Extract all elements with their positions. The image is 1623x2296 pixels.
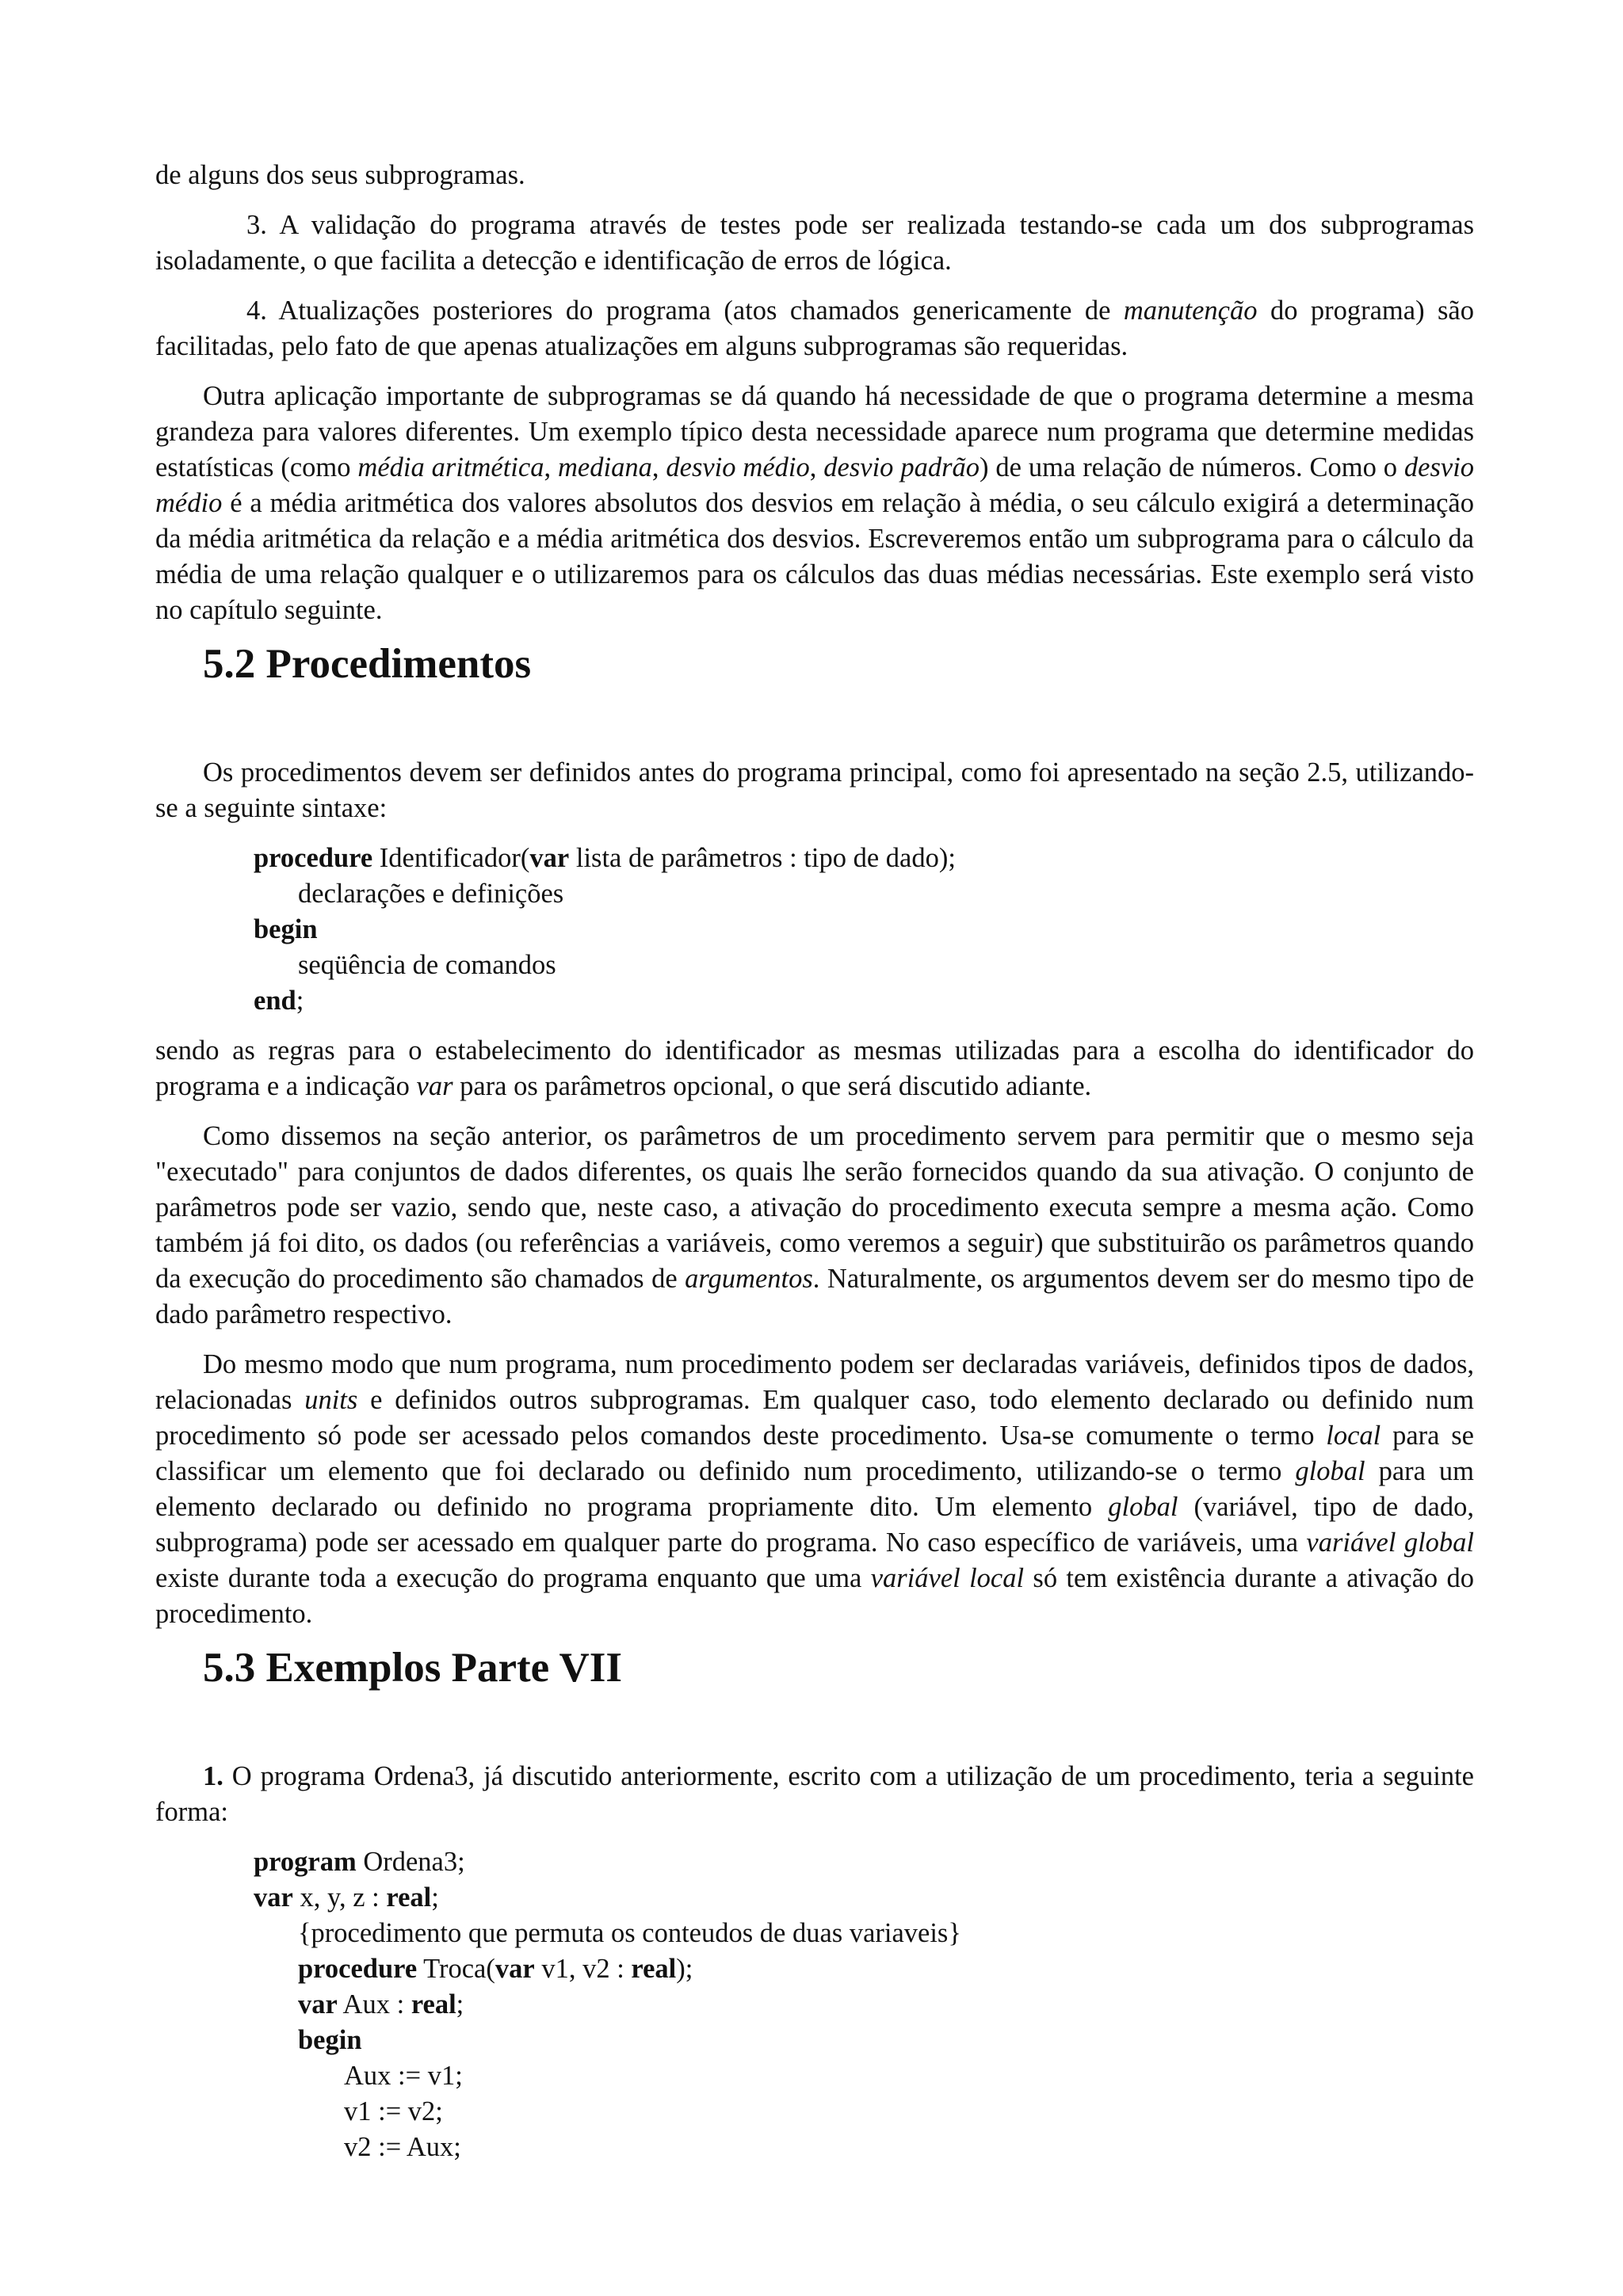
emphasis-manutencao: manutenção: [1123, 296, 1258, 326]
syntax-line: seqüência de comandos: [298, 950, 556, 980]
code-block-ordena3: [254, 1844, 1474, 2165]
syntax-line: begin: [254, 914, 318, 944]
code-line: var x, y, z : real;: [254, 1882, 439, 1913]
code-line: v2 := Aux;: [344, 2132, 461, 2162]
code-line: {procedimento que permuta os conteudos de duas variaveis}: [298, 1918, 961, 1948]
paragraph-procedimentos: Os procedimentos devem ser definidos antes do programa principal, como foi apresentado na seção 2.5, utilizando-se a seguinte sintaxe:: [155, 757, 1474, 823]
syntax-line: declarações e definições: [298, 879, 564, 909]
syntax-block: [254, 841, 1474, 1019]
section-heading-5-2: 5.2 Procedimentos: [203, 641, 532, 687]
paragraph-do-mesmo-modo: Do mesmo modo que num programa, num procedimento podem ser declaradas variáveis, definidos tipos de dados, relacionadas units e definidos outros subprogramas. Em qualquer caso, todo elemento declarado ou definido num procedimento só pode ser acessado pelos comandos deste procedimento. Usa-se comumente o termo local para se classificar um elemento que foi declarado ou definido num procedimento, utilizando-se o termo global para um elemento declarado ou definido no programa propriamente dito. Um elemento global (variável, tipo de dado, subprograma) pode ser acessado em qualquer parte do programa. No caso específico de variáveis, uma variável global existe durante toda a execução do programa enquanto que uma variável local só tem existência durante a ativação do procedimento.: [155, 1349, 1474, 1629]
syntax-line: end;: [254, 986, 304, 1016]
section-heading-5-3: 5.3 Exemplos Parte VII: [203, 1645, 622, 1691]
code-line: program Ordena3;: [254, 1847, 465, 1877]
paragraph-exemplo-1: 1. O programa Ordena3, já discutido anteriormente, escrito com a utilização de um procedimento, teria a seguinte forma:: [155, 1761, 1474, 1827]
paragraph-como-dissemos: Como dissemos na seção anterior, os parâmetros de um procedimento servem para permitir que o mesmo seja "executado" para conjuntos de dados diferentes, os quais lhe serão fornecidos quando da sua ativação. O conjunto de parâmetros pode ser vazio, sendo que, neste caso, a ativação do procedimento executa sempre a mesma ação. Como também já foi dito, os dados (ou referências a variáveis, como veremos a seguir) que substituirão os parâmetros quando da execução do procedimento são chamados de argumentos. Naturalmente, os argumentos devem ser do mesmo tipo de dado parâmetro respectivo.: [155, 1121, 1475, 1329]
list-item-4: 4. Atualizações posteriores do programa (atos chamados genericamente de manutenção do programa) são facilitadas, pelo fato de que apenas atualizações em alguns subprogramas são requeridas.: [155, 296, 1474, 361]
paragraph-intro: de alguns dos seus subprogramas.: [155, 160, 525, 190]
code-line: begin: [298, 2025, 362, 2055]
paragraph-outra-aplicacao: Outra aplicação importante de subprogramas se dá quando há necessidade de que o programa determine a mesma grandeza para valores diferentes. Um exemplo típico desta necessidade aparece num programa que determine medidas estatísticas (como média aritmética, mediana, desvio médio, desvio padrão) de uma relação de números. Como o desvio médio é a média aritmética dos valores absolutos dos desvios em relação à média, o seu cálculo exigirá a determinação da média aritmética da relação e a média aritmética dos desvios. Escreveremos então um subprograma para o cálculo da média de uma relação qualquer e o utilizaremos para os cálculos das duas médias necessárias. Este exemplo será visto no capítulo seguinte.: [155, 381, 1475, 625]
code-line: procedure Troca(var v1, v2 : real);: [298, 1954, 693, 1984]
list-item-3: 3. A validação do programa através de testes pode ser realizada testando-se cada um dos subprogramas isoladamente, o que facilita a detecção e identificação de erros de lógica.: [155, 210, 1474, 276]
paragraph-sendo: sendo as regras para o estabelecimento do identificador as mesmas utilizadas para a escolha do identificador do programa e a indicação var para os parâmetros opcional, o que será discutido adiante.: [155, 1035, 1474, 1101]
code-line: Aux := v1;: [344, 2061, 463, 2091]
syntax-line: procedure Identificador(var lista de parâmetros : tipo de dado);: [254, 843, 956, 873]
code-line: var Aux : real;: [298, 1989, 464, 2019]
document-page: [155, 0, 1474, 2165]
code-line: v1 := v2;: [344, 2096, 443, 2126]
